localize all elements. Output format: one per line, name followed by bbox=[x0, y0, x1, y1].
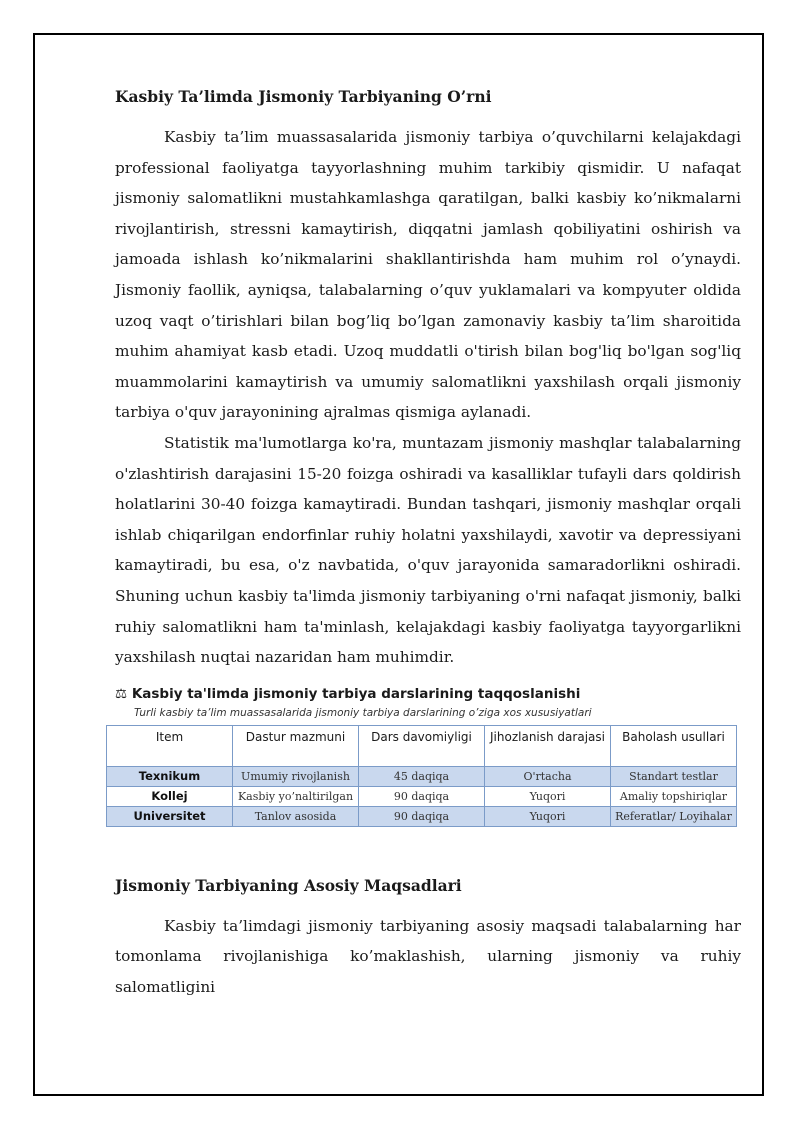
comparison-table bbox=[106, 725, 737, 827]
table-cell: Amaliy topshiriqlar bbox=[611, 786, 737, 806]
table-cell: O'rtacha bbox=[485, 766, 611, 786]
table-cell: Standart testlar bbox=[611, 766, 737, 786]
paragraph: Kasbiy ta’lim muassasalarida jismoniy tarbiya o’quvchilarni kelajakdagi professional faoliyatga tayyorlashning muhim tarkibiy qismidir. U nafaqat jismoniy salomatlikni mustahkamlashga qaratilgan, balki kasbiy ko’nikmalarni rivojlantirish, stressni kamaytirish, diqqatni jamlash qobiliyatini oshirish va jamoada ishlash ko’nikmalarini shakllantirishda ham muhim rol o’ynaydi. Jismoniy faollik, ayniqsa, talabalarning o’quv yuklamalari va kompyuter oldida uzoq vaqt o’tirishlari bilan bog’liq bo’lgan zamonaviy kasbiy ta’lim sharoitida muhim ahamiyat kasb etadi. Uzoq muddatli o'tirish bilan bog'liq bo'lgan sog'liq muammolarini kamaytirish va umumiy salomatlikni yaxshilash orqali jismoniy tarbiya o'quv jarayonining ajralmas qismiga aylanadi. bbox=[115, 128, 741, 422]
table-cell: 90 daqiqa bbox=[359, 786, 485, 806]
table-title bbox=[115, 683, 741, 705]
column-header: Dars davomiyligi bbox=[359, 725, 485, 766]
table-cell: Texnikum bbox=[107, 766, 233, 786]
table-cell: Referatlar/ Loyihalar bbox=[611, 806, 737, 826]
table-cell: Kollej bbox=[107, 786, 233, 806]
paragraph: Kasbiy ta’limdagi jismoniy tarbiyaning asosiy maqsadi talabalarning har tomonlama rivojlanishiga ko’maklashish, ularning jismoniy va ruhiy salomatligini bbox=[115, 916, 741, 996]
column-header: Item bbox=[107, 725, 233, 766]
column-header: Baholash usullari bbox=[611, 725, 737, 766]
table-row bbox=[107, 786, 737, 806]
table-cell: Kasbiy yo’naltirilgan bbox=[233, 786, 359, 806]
table-cell: Tanlov asosida bbox=[233, 806, 359, 826]
table-title-text: Kasbiy ta'limda jismoniy tarbiya darslarining taqqoslanishi bbox=[131, 685, 581, 702]
table-cell: 45 daqiqa bbox=[359, 766, 485, 786]
table-row bbox=[107, 766, 737, 786]
table-row bbox=[107, 806, 737, 826]
table-cell: Yuqori bbox=[485, 806, 611, 826]
column-header: Dastur mazmuni bbox=[233, 725, 359, 766]
scales-icon: ⚖ bbox=[115, 685, 128, 702]
paragraph: Statistik ma'lumotlarga ko'ra, muntazam jismoniy mashqlar talabalarning o'zlashtirish darajasini 15-20 foizga oshiradi va kasalliklar tufayli dars qoldirish holatlarini 30-40 foizga kamaytiradi. Bundan tashqari, jismoniy mashqlar orqali ishlab chiqarilgan endorfinlar ruhiy holatni yaxshilaydi, xavotir va depressiyani kamaytiradi, bu esa, o'z navbatida, o'quv jarayonida samaradorlikni oshiradi. Shuning uchun kasbiy ta'limda jismoniy tarbiyaning o'rni nafaqat jismoniy, balki ruhiy salomatlikni ham ta'minlash, kelajakdagi kasbiy faoliyatga tayyorgarlikni yaxshilash nuqtai nazaridan ham muhimdir. bbox=[115, 433, 741, 667]
table-header-row bbox=[107, 725, 737, 766]
column-header: Jihozlanish darajasi bbox=[485, 725, 611, 766]
document-body bbox=[115, 82, 741, 1002]
section-heading: Kasbiy Ta’limda Jismoniy Tarbiyaning O’rni bbox=[115, 87, 492, 106]
table-cell: Umumiy rivojlanish bbox=[233, 766, 359, 786]
table-subtitle: Turli kasbiy ta’lim muassasalarida jismoniy tarbiya darslarining o’ziga xos xususiyatlari bbox=[134, 706, 592, 719]
table-cell: Yuqori bbox=[485, 786, 611, 806]
table-cell: 90 daqiqa bbox=[359, 806, 485, 826]
section-heading: Jismoniy Tarbiyaning Asosiy Maqsadlari bbox=[115, 875, 462, 895]
table-cell: Universitet bbox=[107, 806, 233, 826]
